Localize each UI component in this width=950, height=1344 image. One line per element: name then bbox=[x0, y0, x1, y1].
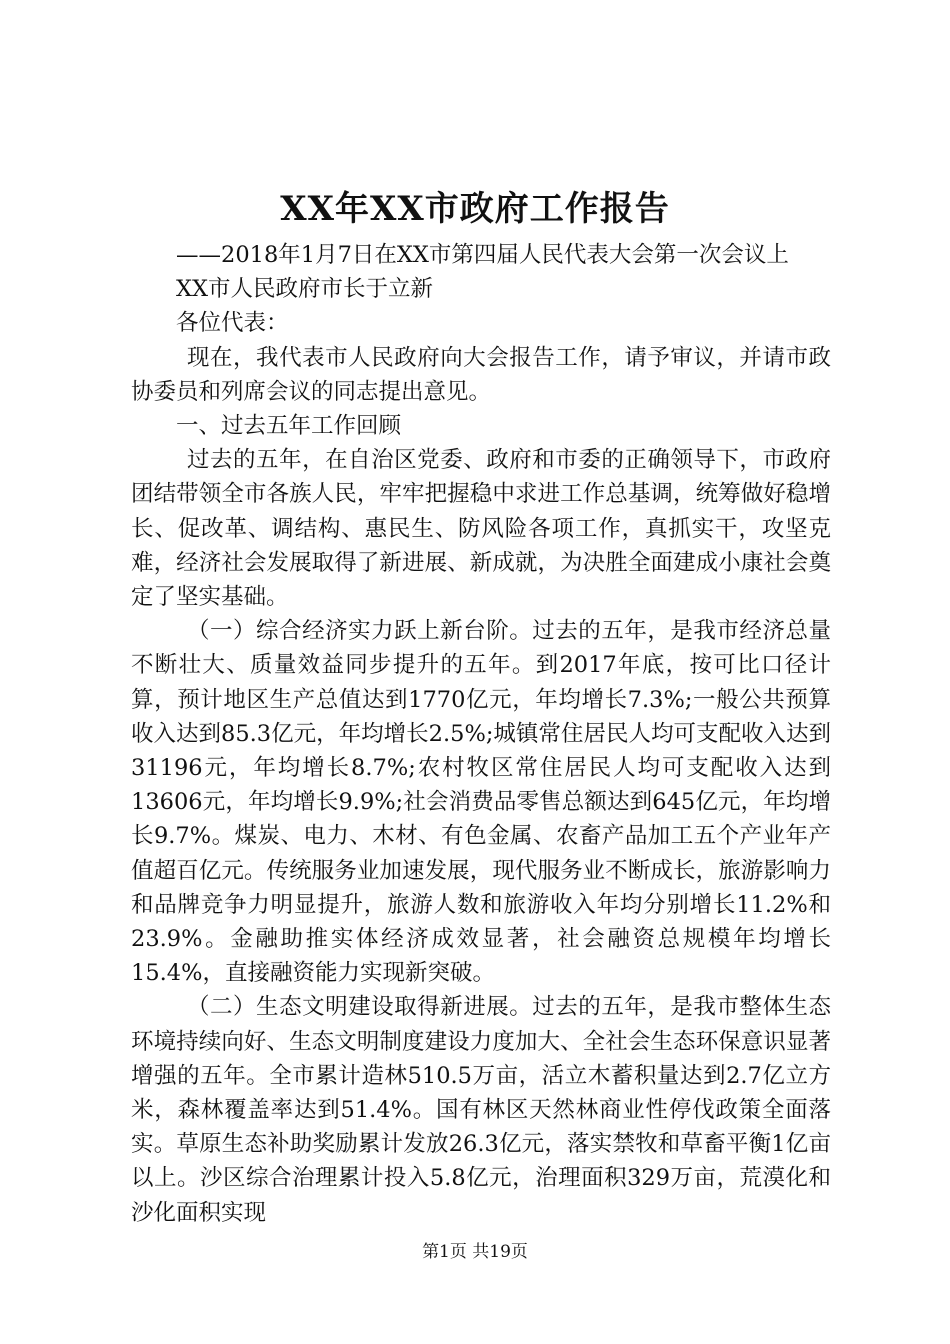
document-title: XX年XX市政府工作报告 bbox=[280, 189, 670, 229]
overview-paragraph: 过去的五年，在自治区党委、政府和市委的正确领导下，市政府团结带领全市各族人民，牢牢把握稳中求进工作总基调，统筹做好稳增长、促改革、调结构、惠民生、防风险各项工作，真抓实干，攻坚克难，经济社会发展取得了新进展、新成就，为决胜全面建成小康社会奠定了坚实基础。 bbox=[131, 447, 831, 611]
ecology-paragraph: （二）生态文明建设取得新进展。过去的五年，是我市整体生态环境持续向好、生态文明制度建设力度加大、全社会生态环保意识显著增强的五年。全市累计造林510.5万亩，活立木蓄积量达到2.7亿立方米，森林覆盖率达到51.4%。国有林区天然林商业性停伐政策全面落实。草原生态补助奖励累计发放26.3亿元，落实禁牧和草畜平衡1亿亩以上。沙区综合治理累计投入5.8亿元，治理面积329万亩，荒漠化和沙化面积实现 bbox=[131, 994, 831, 1226]
section-heading: 一、过去五年工作回顾 bbox=[176, 413, 402, 440]
salutation: 各位代表： bbox=[176, 310, 289, 337]
intro-paragraph: 现在，我代表市人民政府向大会报告工作，请予审议，并请市政协委员和列席会议的同志提出意见。 bbox=[131, 344, 831, 405]
document-body bbox=[131, 238, 831, 1230]
page-footer: 第1页 共19页 bbox=[422, 1242, 528, 1262]
speaker-line: XX市人民政府市长于立新 bbox=[176, 276, 434, 303]
economy-paragraph: （一）综合经济实力跃上新台阶。过去的五年，是我市经济总量不断壮大、质量效益同步提升的五年。到2017年底，按可比口径计算，预计地区生产总值达到1770亿元，年均增长7.3%;一般公共预算收入达到85.3亿元，年均增长2.5%;城镇常住居民人均可支配收入达到31196元，年均增长8.7%;农村牧区常住居民人均可支配收入达到13606元，年均增长9.9%;社会消费品零售总额达到645亿元，年均增长9.7%。煤炭、电力、木材、有色金属、农畜产品加工五个产业年产值超百亿元。传统服务业加速发展，现代服务业不断成长，旅游影响力和品牌竞争力明显提升，旅游人数和旅游收入年均分别增长11.2%和23.9%。金融助推实体经济成效显著，社会融资总规模年均增长15.4%，直接融资能力实现新突破。 bbox=[131, 618, 831, 987]
subtitle-line: ——2018年1月7日在XX市第四届人民代表大会第一次会议上 bbox=[176, 242, 789, 268]
